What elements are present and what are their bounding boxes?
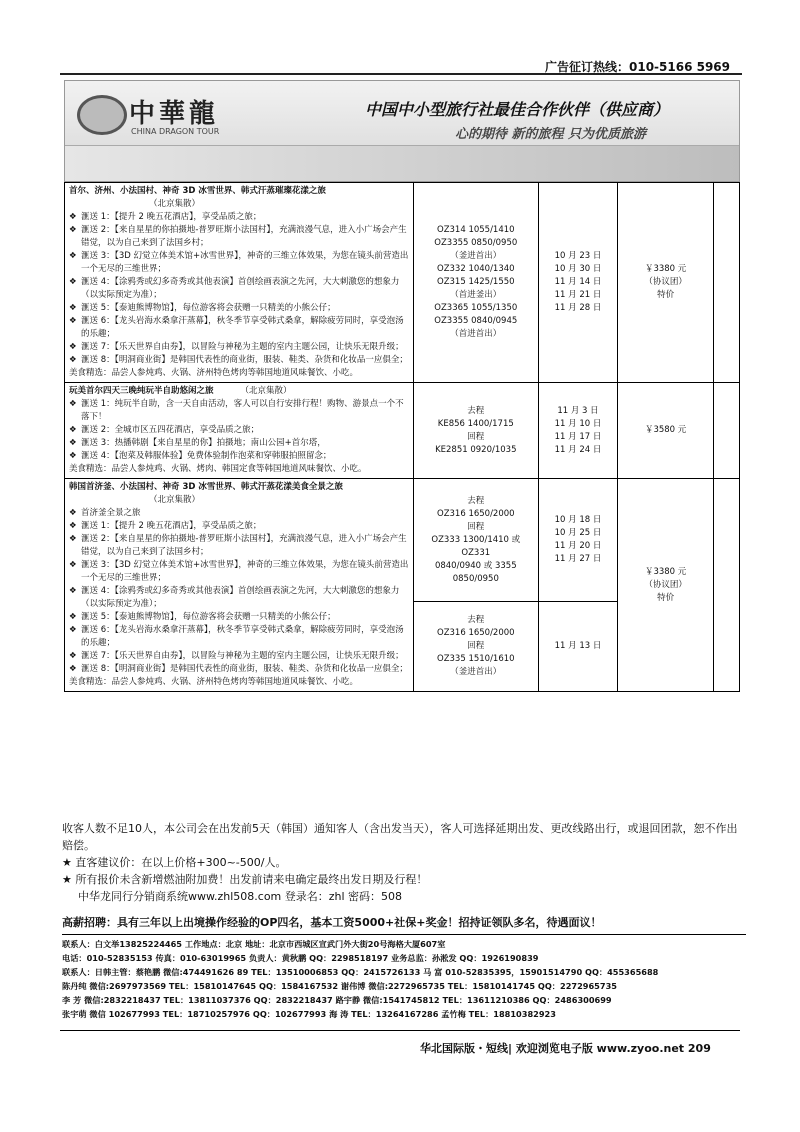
tour-highlight: ❖ 滙送 1：【提升 2 晚五花酒店】，享受品质之旅； (69, 211, 409, 224)
notice-line: ★ 所有报价未含新增燃油附加费！出发前请来电确定最终出发日期及行程！ (62, 873, 428, 886)
flight-line: 回程 (467, 641, 485, 652)
date: 11 月 20 日 (554, 541, 602, 552)
tour-highlight: ❖ 滙送 5：【泰迪熊博物馆】，每位游客将会获赠一只精美的小熊公仔； (69, 302, 409, 315)
tour-highlight: ❖ 首济釜全景之旅 (69, 507, 409, 520)
tour-highlight: ❖ 滙送 3：【3D 幻觉立体美术馆+冰雪世界】，神奇的三维立体效果，为您在镜头前营造出一个无尽的三维世界； (69, 250, 409, 276)
price-special: 特价 (657, 592, 675, 603)
tour-price (618, 183, 714, 383)
empty-cell (713, 383, 739, 479)
flight-line: 去程 (467, 615, 485, 626)
tour-title: 韩国首济釜、小法国村、神奇 3D 冰雪世界、韩式汗蒸花漾美食全景之旅 (69, 482, 343, 492)
flight-info (413, 479, 538, 602)
header-banner (64, 80, 740, 182)
tour-highlight: ❖ 滙送 7：【乐天世界自由券】，以冒险与神秘为主题的室内主题公园，让快乐无限升级； (69, 650, 409, 663)
flight-info (413, 383, 538, 479)
flight-line: 回程 (467, 431, 485, 442)
tour-highlight: ❖ 滙送 4：【泡菜及韩服体验】免费体验制作泡菜和穿韩服拍照留念； (69, 450, 409, 463)
tour-row (65, 383, 740, 479)
flight-line: OZ314 1055/1410 (437, 225, 515, 235)
tour-highlight: ❖ 滙送 1：【提升 2 晚五花酒店】，享受品质之旅； (69, 520, 409, 533)
flight-line: OZ3365 1055/1350 (434, 303, 518, 313)
footer-divider (60, 1030, 740, 1031)
price-value: ￥3380 元 (644, 264, 687, 274)
flight-info (413, 183, 538, 383)
tour-title: 首尔、济州、小法国村、神奇 3D 冰雪世界、韩式汗蒸璀璨花漾之旅 (69, 186, 326, 196)
tour-highlight: ❖ 滙送 4：【涂鸦秀或幻多奇秀或其他表演】首创绘画表演之先河，大大刺激您的想象力（以实际预定为准）； (69, 585, 409, 611)
tour-description (65, 383, 414, 479)
tour-food: 美食精选：品尝人参炖鸡、火锅、济州特色烤肉等韩国地道风味餐饮、小吃。 (69, 677, 359, 687)
flight-line: 去程 (467, 405, 485, 416)
date: 11 月 17 日 (554, 431, 602, 442)
tour-table (64, 182, 740, 692)
tour-description (65, 479, 414, 692)
tour-row (65, 479, 740, 602)
logo-subtitle: CHINA DRAGON TOUR (131, 127, 220, 136)
flight-line: （首进首出） (450, 329, 502, 339)
banner-tagline: 心的期待 新的旅程 只为优质旅游 (455, 127, 647, 142)
tour-highlight: ❖ 滙送 4：【涂鸦秀或幻多奇秀或其他表演】首创绘画表演之先河，大大刺激您的想象力（以实际预定为准）； (69, 276, 409, 302)
tour-highlight: ❖ 滙送 8：【明洞商业街】是韩国代表性的商业街，服装、鞋类、杂货和化妆品一应俱全； (69, 354, 409, 367)
tour-subtitle: （北京集散） (240, 386, 292, 396)
contact-line: 陈丹纯 微信:2697973569 TEL：15810147645 QQ：1584167532 谢伟博 微信:2272965735 TEL：15810141745 QQ：2272965735 (62, 981, 617, 991)
tour-subtitle: （北京集散） (149, 495, 201, 505)
date: 11 月 24 日 (554, 444, 602, 455)
tour-food: 美食精选：品尝人参炖鸡、火锅、烤肉、韩国定食等韩国地道风味餐饮、小吃。 (69, 464, 367, 474)
tour-title-row (69, 385, 409, 398)
flight-line: OZ335 1510/1610 (437, 654, 515, 665)
date: 11 月 28 日 (554, 303, 602, 313)
flight-line: OZ3355 0850/0950 (434, 238, 518, 248)
flight-line: OZ316 1650/2000 (437, 628, 515, 639)
tour-highlight: ❖ 滙送 5：【泰迪熊博物馆】，每位游客将会获赠一只精美的小熊公仔； (69, 611, 409, 624)
tour-highlight: ❖ 滙送 2：【来自星星的你拍摄地-普罗旺斯小法国村】，充满浪漫气息，进入小广场会产生错觉，以为自己来到了法国乡村； (69, 533, 409, 559)
empty-cell (713, 183, 739, 383)
tour-highlight: ❖ 滙送 1：纯玩半自助，含一天自由活动，客人可以自行安排行程！购物、游景点一个不落下！ (69, 398, 409, 424)
date: 11 月 3 日 (557, 405, 599, 416)
tour-highlight: ❖ 滙送 6：【龙头岩海水桑拿汗蒸幕】，秋冬季节享受韩式桑拿，解除疲劳同时，享受泡汤的乐趣； (69, 315, 409, 341)
dragon-logo-icon (77, 95, 127, 135)
price-note: （协议团） (644, 277, 687, 287)
ad-hotline: 广告征订热线：010-5166 5969 (545, 60, 731, 74)
date: 11 月 14 日 (554, 277, 602, 287)
flight-line: 去程 (467, 495, 485, 506)
banner-swoosh (65, 145, 739, 182)
top-divider (60, 73, 742, 75)
departure-dates (538, 183, 618, 383)
tour-highlight: ❖ 滙送 2：【来自星星的你拍摄地-普罗旺斯小法国村】，充满浪漫气息，进入小广场会产生错觉，以为自己来到了法国乡村； (69, 224, 409, 250)
flight-line: OZ316 1650/2000 (437, 508, 515, 519)
notice-line: 中华龙同行分销商系统www.zhl508.com 登录名：zhl 密码：508 (78, 890, 403, 903)
tour-food: 美食精选：品尝人参炖鸡、火锅、济州特色烤肉等韩国地道风味餐饮、小吃。 (69, 368, 359, 378)
contact-line: 联系人：日韩主管：蔡艳鹏 微信:474491626 89 TEL：13510006853 QQ：2415726133 马 富 010-52835395，15901514790 QQ：455365688 (62, 967, 659, 977)
logo-title: 中華龍 (129, 99, 220, 129)
flight-line: OZ333 1300/1410 或 OZ331 (431, 534, 521, 558)
tour-row (65, 183, 740, 383)
flight-line: 回程 (467, 521, 485, 532)
date: 10 月 25 日 (554, 528, 602, 539)
flight-line: 0850/0950 (452, 573, 499, 584)
date: 11 月 10 日 (554, 418, 602, 429)
contact-block (62, 934, 746, 1021)
tour-highlight: ❖ 滙送 2：全城市区五四花酒店，享受品质之旅； (69, 424, 409, 437)
page-footer: 华北国际版・短线| 欢迎浏览电子版 www.zyoo.net 209 (420, 1042, 711, 1055)
empty-cell (713, 479, 739, 692)
flight-info (413, 602, 538, 692)
date: 11 月 13 日 (554, 641, 602, 652)
departure-dates (538, 479, 618, 602)
tour-subtitle: （北京集散） (149, 199, 201, 209)
flight-line: KE856 1400/1715 (437, 418, 514, 429)
date: 11 月 21 日 (554, 290, 602, 300)
tour-description (65, 183, 414, 383)
contact-line: 李 芳 微信:2832218437 TEL：13811037376 QQ：2832218437 路宇静 微信:1541745812 TEL：13611210386 QQ：2486300699 (62, 995, 612, 1005)
tour-highlight: ❖ 滙送 8：【明洞商业街】是韩国代表性的商业街，服装、鞋类、杂货和化妆品一应俱全； (69, 663, 409, 676)
tour-price (618, 479, 714, 692)
departure-dates (538, 383, 618, 479)
price-value: ￥3380 元 (644, 566, 687, 577)
price-special: 特价 (657, 290, 675, 300)
notice-block (62, 820, 746, 905)
date: 11 月 27 日 (554, 554, 602, 565)
contact-line: 联系人：白文举13825224465 工作地点：北京 地址：北京市西城区宣武门外大街20号海格大厦607室 (62, 939, 446, 949)
tour-price (618, 383, 714, 479)
flight-line: OZ315 1425/1550 (437, 277, 515, 287)
flight-line: （首进釜出） (450, 290, 502, 300)
tour-highlight: ❖ 滙送 6：【龙头岩海水桑拿汗蒸幕】，秋冬季节享受韩式桑拿，解除疲劳同时，享受泡汤的乐趣； (69, 624, 409, 650)
recruitment-banner: 高薪招聘：具有三年以上出境操作经验的OP四名，基本工资5000+社保+奖金！招持证领队多名，待遇面议！ (62, 916, 602, 929)
price-value: ￥3580 元 (644, 425, 687, 435)
price-note: （协议团） (644, 579, 687, 590)
contact-line: 张宇萌 微信 102677993 TEL：18710257976 QQ：102677993 海 涛 TEL：13264167286 孟竹梅 TEL：18810382923 (62, 1009, 556, 1019)
tour-highlight: ❖ 滙送 7：【乐天世界自由券】，以冒险与神秘为主题的室内主题公园，让快乐无限升级； (69, 341, 409, 354)
flight-line: 0840/0940 或 3355 (434, 560, 517, 571)
tour-highlight: ❖ 滙送 3：热播韩剧【来自星星的你】拍摄地；南山公园+首尔塔， (69, 437, 409, 450)
flight-line: （釜进首出） (450, 667, 502, 678)
flight-line: （釜进首出） (450, 251, 502, 261)
departure-dates (538, 602, 618, 692)
contact-line: 电话：010-52835153 传真：010-63019965 负责人：黄秋鹏 QQ：2298518197 业务总监：孙淞发 QQ：1926190839 (62, 953, 539, 963)
date: 10 月 18 日 (554, 515, 602, 526)
date: 10 月 23 日 (554, 251, 602, 261)
date: 10 月 30 日 (554, 264, 602, 274)
tour-highlight: ❖ 滙送 3：【3D 幻觉立体美术馆+冰雪世界】，神奇的三维立体效果，为您在镜头前营造出一个无尽的三维世界； (69, 559, 409, 585)
flight-line: OZ3355 0840/0945 (434, 316, 518, 326)
banner-slogan: 中国中小型旅行社最佳合作伙伴（供应商） (365, 100, 670, 119)
notice-line: ★ 直客建议价：在以上价格+300~-500/人。 (62, 856, 287, 869)
tour-title: 玩美首尔四天三晚纯玩半自助悠闲之旅 (69, 386, 214, 396)
notice-line: 收客人数不足10人，本公司会在出发前5天（韩国）通知客人（含出发当天），客人可选择延期出发、更改线路出行，或退回团款，恕不作出赔偿。 (62, 822, 738, 852)
flight-line: OZ332 1040/1340 (437, 264, 515, 274)
flight-line: KE2851 0920/1035 (435, 444, 517, 455)
